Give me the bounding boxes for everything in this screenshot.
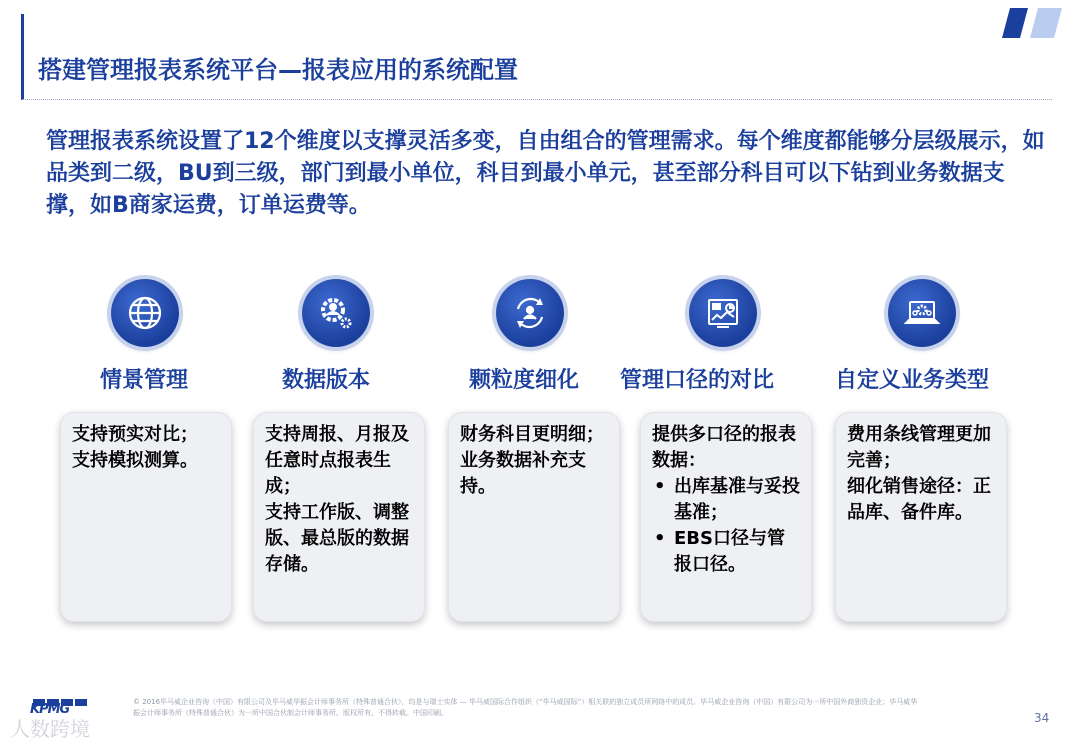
card-line: 细化销售途径：正品库、备件库。 [847,476,991,523]
gear-people-icon [302,279,370,347]
globe-icon [111,279,179,347]
card-line: 业务数据补充支持。 [460,450,586,497]
page-number: 34 [1034,711,1050,725]
kpmg-logo: KPMG [30,702,70,717]
cycle-people-icon [496,279,564,347]
category-title-comparison: 管理口径的对比 [620,368,775,393]
card-line: 支持周报、月报及任意时点报表生成； [265,424,409,497]
title-divider [22,99,1052,100]
card-intro: 提供多口径的报表数据： [652,424,796,471]
card-version [253,412,425,622]
category-title-scenario: 情景管理 [100,368,189,393]
card-line: 财务科目更明细； [460,424,604,445]
watermark: 人数跨境 [10,717,90,741]
card-line: 支持模拟测算。 [72,450,198,471]
page-title: 搭建管理报表系统平台—报表应用的系统配置 [38,56,518,84]
corner-decoration-icon [1002,6,1062,40]
card-bullet: • EBS口径与管报口径。 [670,526,800,578]
category-title-version: 数据版本 [282,368,371,393]
card-granularity [448,412,620,622]
category-title-custom: 自定义业务类型 [835,368,990,393]
laptop-gear-icon [888,279,956,347]
card-bullet-list [652,474,800,578]
card-line: 费用条线管理更加完善； [847,424,991,471]
legal-disclaimer: © 2016毕马威企业咨询（中国）有限公司及毕马威华振会计师事务所（特殊普通合伙），均是与瑞士实体 — 毕马威国际合作组织（“毕马威国际”）相关联的独立成员所网络中的成员。毕马威企业咨询（中国）有限公司为一所中国外商独资企业；毕马威华振会计师事务所（特殊普通合伙）为一所中国合伙制会计师事务所。版权所有，不得转载。中国印刷。 [133,698,918,717]
dashboard-icon [689,279,757,347]
card-custom [835,412,1007,622]
card-scenario [60,412,232,622]
card-line: 支持工作版、调整版、最总版的数据存储。 [265,502,409,575]
title-accent-bar [21,14,24,100]
card-comparison [640,412,812,622]
card-line: 支持预实对比； [72,424,198,445]
intro-paragraph: 管理报表系统设置了12个维度以支撑灵活多变，自由组合的管理需求。每个维度都能够分层级展示，如品类到二级，BU到三级，部门到最小单位，科目到最小单元，甚至部分科目可以下钻到业务数据支撑，如B商家运费，订单运费等。 [46,129,1045,218]
category-title-granularity: 颗粒度细化 [469,368,580,393]
card-bullet: • 出库基准与妥投基准； [670,474,800,526]
